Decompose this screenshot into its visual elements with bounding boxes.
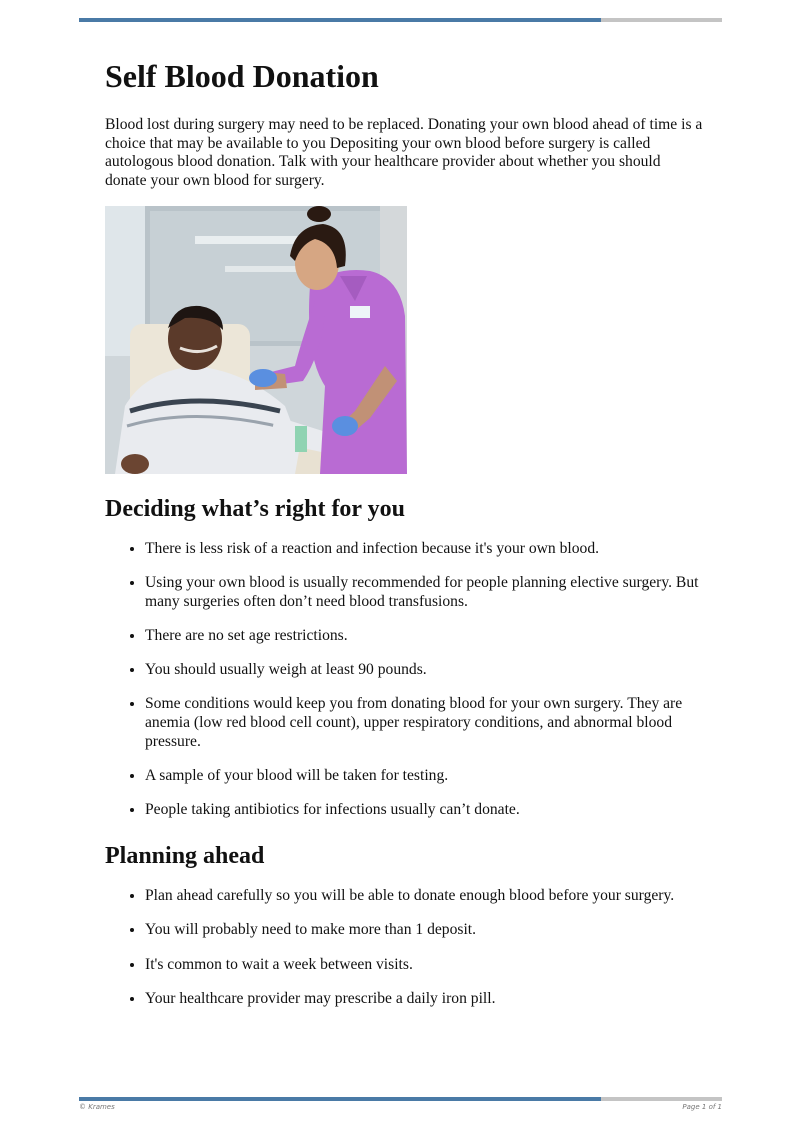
section-heading: Deciding what’s right for you: [105, 496, 405, 523]
bullet-list: [105, 887, 705, 1008]
list-item: • A sample of your blood will be taken for testing.: [145, 767, 705, 786]
list-item: • Some conditions would keep you from donating blood for your own surgery. They are anemia (low red blood cell count), upper respiratory conditions, and abnormal blood pressure.: [145, 695, 705, 751]
page-footer: [79, 1103, 722, 1111]
list-item: • There are no set age restrictions.: [145, 627, 705, 646]
section-deciding: [105, 494, 705, 819]
list-item: • There is less risk of a reaction and infection because it's your own blood.: [145, 540, 705, 559]
list-item: • It's common to wait a week between visits.: [145, 956, 705, 975]
list-item: • You should usually weigh at least 90 pounds.: [145, 661, 705, 680]
page-number: Page 1 of 1: [682, 1103, 722, 1111]
document-body: [105, 56, 705, 1030]
list-item: • Your healthcare provider may prescribe a daily iron pill.: [145, 990, 705, 1009]
bottom-rule: [79, 1097, 722, 1101]
intro-paragraph: Blood lost during surgery may need to be replaced. Donating your own blood ahead of time is a choice that may be available to you Depositing your own blood before surgery is called autologous blood donation. Talk with your healthcare provider about whether you should donate your own blood for surgery.: [105, 116, 703, 189]
section-planning: [105, 841, 705, 1008]
list-item: • People taking antibiotics for infections usually can’t donate.: [145, 801, 705, 820]
top-rule: [79, 18, 722, 22]
page-title: Self Blood Donation: [105, 58, 379, 94]
list-item: • Using your own blood is usually recommended for people planning elective surgery. But many surgeries often don’t need blood transfusions.: [145, 574, 705, 611]
copyright-text: © Krames: [79, 1103, 115, 1111]
bullet-list: [105, 540, 705, 819]
list-item: • You will probably need to make more than 1 deposit.: [145, 921, 705, 940]
list-item: • Plan ahead carefully so you will be able to donate enough blood before your surgery.: [145, 887, 705, 906]
donation-photo: [105, 206, 407, 474]
section-heading: Planning ahead: [105, 843, 265, 870]
